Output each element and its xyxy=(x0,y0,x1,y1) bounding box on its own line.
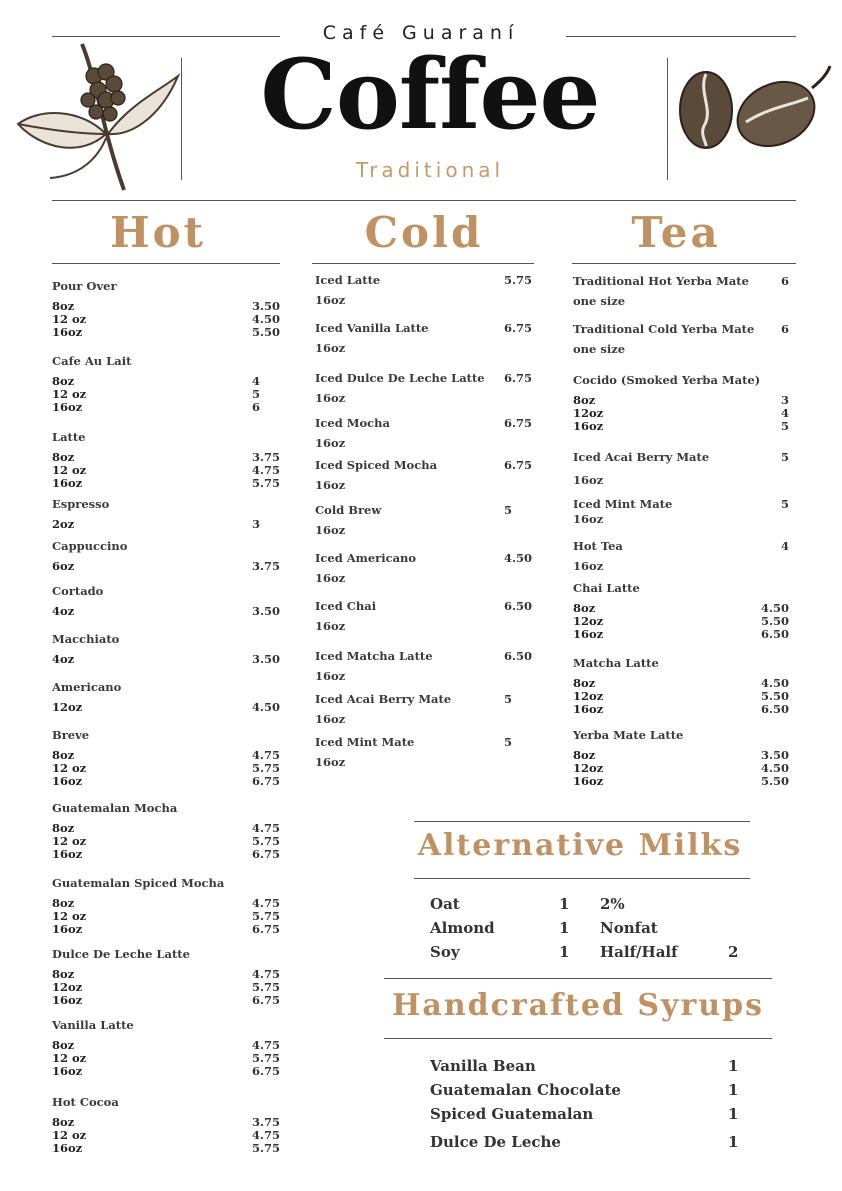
size-row xyxy=(52,762,280,775)
price: 3.50 xyxy=(252,299,281,313)
size-label: 16oz xyxy=(315,341,346,355)
item-name: Iced Latte xyxy=(315,273,381,287)
size-row xyxy=(52,1142,280,1155)
size-label: 16oz xyxy=(573,419,604,433)
size-list xyxy=(52,451,280,490)
item-name: Macchiato xyxy=(52,632,120,646)
size-row xyxy=(573,762,789,775)
price: 5.75 xyxy=(252,1141,281,1155)
item-name: Traditional Hot Yerba Mate xyxy=(573,274,749,288)
price: 5 xyxy=(781,450,790,464)
size-row xyxy=(573,420,789,433)
size-label: 12 oz xyxy=(52,834,87,848)
size-row xyxy=(573,749,789,762)
price: 6.75 xyxy=(252,774,281,788)
item-name: Chai Latte xyxy=(573,581,640,595)
milk-name: Half/Half xyxy=(600,943,678,961)
price: 4.75 xyxy=(252,896,281,910)
item-name: Iced Chai xyxy=(315,599,377,613)
hot-item xyxy=(52,539,280,573)
price: 6.50 xyxy=(504,649,533,663)
size-label: 16oz xyxy=(52,847,83,861)
size-row xyxy=(52,981,280,994)
syrups-top-rule xyxy=(384,978,772,979)
cafe-name: Café Guaraní xyxy=(322,22,520,44)
cold-rule xyxy=(312,263,534,264)
size-list xyxy=(52,822,280,861)
item-name: Iced Dulce De Leche Latte xyxy=(315,371,485,385)
price: 6 xyxy=(781,322,790,336)
size-label: 16oz xyxy=(52,325,83,339)
size-row xyxy=(573,628,789,641)
item-name: Iced Spiced Mocha xyxy=(315,458,438,472)
item-name: Yerba Mate Latte xyxy=(573,728,684,742)
price: 6.75 xyxy=(504,416,533,430)
price: 3.75 xyxy=(252,559,281,573)
item-name: Iced Mocha xyxy=(315,416,390,430)
size-label: 12 oz xyxy=(52,387,87,401)
size-label: 16oz xyxy=(52,993,83,1007)
item-name: Iced Mint Mate xyxy=(573,497,673,511)
price: 3.50 xyxy=(252,652,281,666)
hot-item xyxy=(52,947,280,1007)
item-name: Cafe Au Lait xyxy=(52,354,132,368)
price: 4.75 xyxy=(252,1038,281,1052)
milk-price: 1 xyxy=(559,919,570,937)
price: 6.75 xyxy=(252,1064,281,1078)
size-label: 12oz xyxy=(573,689,604,703)
milk-name: Almond xyxy=(430,919,495,937)
price: 6.50 xyxy=(761,627,790,641)
alt-milks-bottom-rule xyxy=(414,878,750,879)
size-row xyxy=(52,1065,280,1078)
hot-item xyxy=(52,430,280,490)
header-bottom-rule xyxy=(52,200,796,201)
size-row xyxy=(52,968,280,981)
price: 6.50 xyxy=(761,702,790,716)
hot-item xyxy=(52,354,280,414)
size-label: 8oz xyxy=(573,748,596,762)
syrup-price: 1 xyxy=(728,1081,739,1099)
price: 5 xyxy=(781,419,790,433)
tea-item xyxy=(573,728,789,788)
size-label: 16oz xyxy=(315,523,346,537)
alt-milks-heading: Alternative Milks xyxy=(417,828,743,863)
size-label: 16oz xyxy=(315,712,346,726)
cold-heading: Cold xyxy=(364,208,484,257)
size-label: 16oz xyxy=(573,702,604,716)
size-label: 16oz xyxy=(573,627,604,641)
tea-item xyxy=(573,656,789,716)
size-label: 12 oz xyxy=(52,1051,87,1065)
size-list xyxy=(52,1039,280,1078)
price: 3 xyxy=(252,517,261,531)
page-subtitle: Traditional xyxy=(355,158,505,182)
size-label: 16oz xyxy=(315,436,346,450)
price: 3.50 xyxy=(761,748,790,762)
item-name: Iced Vanilla Latte xyxy=(315,321,429,335)
size-label: 8oz xyxy=(52,299,75,313)
item-name: Cold Brew xyxy=(315,503,382,517)
size-label: 16oz xyxy=(315,293,346,307)
hot-item xyxy=(52,680,280,714)
size-label: 8oz xyxy=(52,1038,75,1052)
price: 4.50 xyxy=(252,312,281,326)
size-label: 16oz xyxy=(52,922,83,936)
size-list xyxy=(573,602,789,641)
size-row xyxy=(52,653,280,666)
size-label: 16oz xyxy=(315,571,346,585)
price: 6.75 xyxy=(252,847,281,861)
price: 6.75 xyxy=(252,922,281,936)
size-row xyxy=(573,407,789,420)
size-label: 8oz xyxy=(52,896,75,910)
size-row xyxy=(52,375,280,388)
price: 5 xyxy=(504,692,513,706)
item-name: Dulce De Leche Latte xyxy=(52,947,190,961)
price: 4.50 xyxy=(761,601,790,615)
hot-rule xyxy=(52,263,280,264)
coffee-beans-illustration xyxy=(676,62,836,158)
price: 4.75 xyxy=(252,463,281,477)
hot-item xyxy=(52,1018,280,1078)
size-row xyxy=(52,451,280,464)
price: 6 xyxy=(781,274,790,288)
tea-rule xyxy=(572,263,796,264)
size-row xyxy=(52,560,280,573)
price: 5.75 xyxy=(504,273,533,287)
size-label: 2oz xyxy=(52,517,75,531)
size-label: 12oz xyxy=(52,980,83,994)
size-label: 16oz xyxy=(52,400,83,414)
price: 4.50 xyxy=(504,551,533,565)
item-name: Matcha Latte xyxy=(573,656,659,670)
tea-heading: Tea xyxy=(631,208,721,257)
size-row xyxy=(52,1129,280,1142)
price: 5.75 xyxy=(252,761,281,775)
size-label: 8oz xyxy=(573,676,596,690)
size-row xyxy=(52,1052,280,1065)
size-list xyxy=(52,897,280,936)
size-row xyxy=(52,749,280,762)
size-row xyxy=(52,477,280,490)
syrup-price: 1 xyxy=(728,1133,739,1151)
milk-name: 2% xyxy=(600,895,625,913)
milk-name: Soy xyxy=(430,943,460,961)
size-label: 16oz xyxy=(315,478,346,492)
coffee-branch-illustration xyxy=(10,38,182,198)
syrups-heading: Handcrafted Syrups xyxy=(392,988,764,1023)
hot-item xyxy=(52,279,280,339)
size-row xyxy=(573,602,789,615)
item-name: Hot Cocoa xyxy=(52,1095,119,1109)
price: 3.75 xyxy=(252,1115,281,1129)
price: 4 xyxy=(252,374,261,388)
item-name: Espresso xyxy=(52,497,110,511)
size-row xyxy=(52,910,280,923)
size-label: 16oz xyxy=(573,473,604,487)
size-label: 4oz xyxy=(52,652,75,666)
size-list xyxy=(52,701,280,714)
size-label: 16oz xyxy=(52,1141,83,1155)
alt-milks-top-rule xyxy=(414,821,750,822)
price: 5 xyxy=(504,735,513,749)
size-row xyxy=(573,677,789,690)
size-label: 12oz xyxy=(573,406,604,420)
size-label: 12 oz xyxy=(52,312,87,326)
price: 6.75 xyxy=(504,321,533,335)
size-row xyxy=(573,703,789,716)
size-row xyxy=(52,464,280,477)
price: 4 xyxy=(781,406,790,420)
price: 5.75 xyxy=(252,834,281,848)
price: 5.50 xyxy=(761,774,790,788)
size-label: 8oz xyxy=(52,374,75,388)
item-name: Iced Matcha Latte xyxy=(315,649,433,663)
price: 6.50 xyxy=(504,599,533,613)
price: 5.75 xyxy=(252,476,281,490)
size-row xyxy=(52,923,280,936)
size-label: 8oz xyxy=(52,748,75,762)
size-list xyxy=(52,605,280,618)
size-row xyxy=(52,300,280,313)
size-list xyxy=(52,968,280,1007)
size-row xyxy=(52,388,280,401)
size-label: 16oz xyxy=(315,669,346,683)
milk-price: 1 xyxy=(559,895,570,913)
size-label: 8oz xyxy=(573,393,596,407)
hot-item xyxy=(52,497,280,531)
size-label: 12 oz xyxy=(52,761,87,775)
milk-price: 1 xyxy=(559,943,570,961)
size-row xyxy=(573,690,789,703)
size-row xyxy=(52,701,280,714)
size-row xyxy=(573,615,789,628)
size-row xyxy=(52,897,280,910)
size-list xyxy=(52,518,280,531)
size-list xyxy=(52,653,280,666)
price: 4.50 xyxy=(761,676,790,690)
size-label: 16oz xyxy=(573,559,604,573)
hot-heading: Hot xyxy=(109,208,207,257)
size-row xyxy=(52,401,280,414)
price: 4.50 xyxy=(761,761,790,775)
price: 6 xyxy=(252,400,261,414)
size-list xyxy=(52,1116,280,1155)
size-list xyxy=(573,749,789,788)
price: 3.50 xyxy=(252,604,281,618)
price: 4.75 xyxy=(252,1128,281,1142)
price: 4.50 xyxy=(252,700,281,714)
hot-item xyxy=(52,801,280,861)
size-row xyxy=(573,394,789,407)
size-label: 16oz xyxy=(52,1064,83,1078)
item-name: Iced Acai Berry Mate xyxy=(573,450,710,464)
price: 5 xyxy=(252,387,261,401)
size-label: 16oz xyxy=(573,512,604,526)
syrups-bottom-rule xyxy=(384,1038,772,1039)
size-list xyxy=(52,300,280,339)
hot-item xyxy=(52,1095,280,1155)
price: 5.75 xyxy=(252,1051,281,1065)
item-name: Latte xyxy=(52,430,86,444)
price: 4.75 xyxy=(252,748,281,762)
syrup-price: 1 xyxy=(728,1105,739,1123)
hot-item xyxy=(52,728,280,788)
size-row xyxy=(52,605,280,618)
size-label: 8oz xyxy=(52,1115,75,1129)
syrup-name: Vanilla Bean xyxy=(430,1057,536,1075)
item-name: Guatemalan Spiced Mocha xyxy=(52,876,225,890)
hot-item xyxy=(52,876,280,936)
item-name: Cortado xyxy=(52,584,104,598)
size-row xyxy=(52,1116,280,1129)
size-label: 8oz xyxy=(52,967,75,981)
price: 3 xyxy=(781,393,790,407)
item-name: Cappuccino xyxy=(52,539,128,553)
milk-price: 2 xyxy=(728,943,739,961)
price: 5 xyxy=(504,503,513,517)
size-label: 16oz xyxy=(315,619,346,633)
item-name: Pour Over xyxy=(52,279,117,293)
hot-item xyxy=(52,632,280,666)
syrup-price: 1 xyxy=(728,1057,739,1075)
size-label: 16oz xyxy=(573,774,604,788)
size-label: one size xyxy=(573,342,626,356)
price: 4.75 xyxy=(252,967,281,981)
item-name: Hot Tea xyxy=(573,539,623,553)
syrup-name: Guatemalan Chocolate xyxy=(430,1081,621,1099)
item-name: Iced Americano xyxy=(315,551,417,565)
item-name: Vanilla Latte xyxy=(52,1018,134,1032)
item-name: Iced Mint Mate xyxy=(315,735,415,749)
size-list xyxy=(52,749,280,788)
size-row xyxy=(52,848,280,861)
size-row xyxy=(52,775,280,788)
item-name: Americano xyxy=(52,680,122,694)
size-row xyxy=(52,994,280,1007)
syrup-name: Spiced Guatemalan xyxy=(430,1105,594,1123)
item-name: Guatemalan Mocha xyxy=(52,801,178,815)
size-label: 12oz xyxy=(573,761,604,775)
size-row xyxy=(52,326,280,339)
size-label: 12oz xyxy=(52,700,83,714)
size-label: 16oz xyxy=(315,755,346,769)
price: 5.50 xyxy=(252,325,281,339)
hot-item xyxy=(52,584,280,618)
size-row xyxy=(52,518,280,531)
size-label: 12 oz xyxy=(52,1128,87,1142)
size-label: 12oz xyxy=(573,614,604,628)
price: 5.75 xyxy=(252,980,281,994)
item-name: Breve xyxy=(52,728,90,742)
size-label: 6oz xyxy=(52,559,75,573)
size-list xyxy=(52,375,280,414)
size-label: 8oz xyxy=(52,450,75,464)
item-name: Traditional Cold Yerba Mate xyxy=(573,322,755,336)
milk-name: Nonfat xyxy=(600,919,658,937)
size-label: 12 oz xyxy=(52,463,87,477)
size-label: 16oz xyxy=(52,476,83,490)
size-row xyxy=(573,775,789,788)
price: 6.75 xyxy=(504,371,533,385)
price: 5.50 xyxy=(761,689,790,703)
size-row xyxy=(52,1039,280,1052)
tea-item xyxy=(573,581,789,641)
item-name: Iced Acai Berry Mate xyxy=(315,692,452,706)
price: 6.75 xyxy=(504,458,533,472)
price: 4.75 xyxy=(252,821,281,835)
size-list xyxy=(573,394,789,433)
page-title: Coffee xyxy=(260,38,600,151)
price: 5.75 xyxy=(252,909,281,923)
size-row xyxy=(52,313,280,326)
price: 3.75 xyxy=(252,450,281,464)
syrup-name: Dulce De Leche xyxy=(430,1133,561,1151)
size-label: 16oz xyxy=(315,391,346,405)
milk-name: Oat xyxy=(430,895,460,913)
size-list xyxy=(573,677,789,716)
tea-item xyxy=(573,373,789,433)
item-name: Cocido (Smoked Yerba Mate) xyxy=(573,373,761,387)
size-label: 8oz xyxy=(573,601,596,615)
price: 6.75 xyxy=(252,993,281,1007)
size-list xyxy=(52,560,280,573)
size-row xyxy=(52,835,280,848)
size-label: 8oz xyxy=(52,821,75,835)
price: 5.50 xyxy=(761,614,790,628)
size-row xyxy=(52,822,280,835)
price: 5 xyxy=(781,497,790,511)
size-label: 16oz xyxy=(52,774,83,788)
size-label: one size xyxy=(573,294,626,308)
size-label: 4oz xyxy=(52,604,75,618)
price: 4 xyxy=(781,539,790,553)
size-label: 12 oz xyxy=(52,909,87,923)
